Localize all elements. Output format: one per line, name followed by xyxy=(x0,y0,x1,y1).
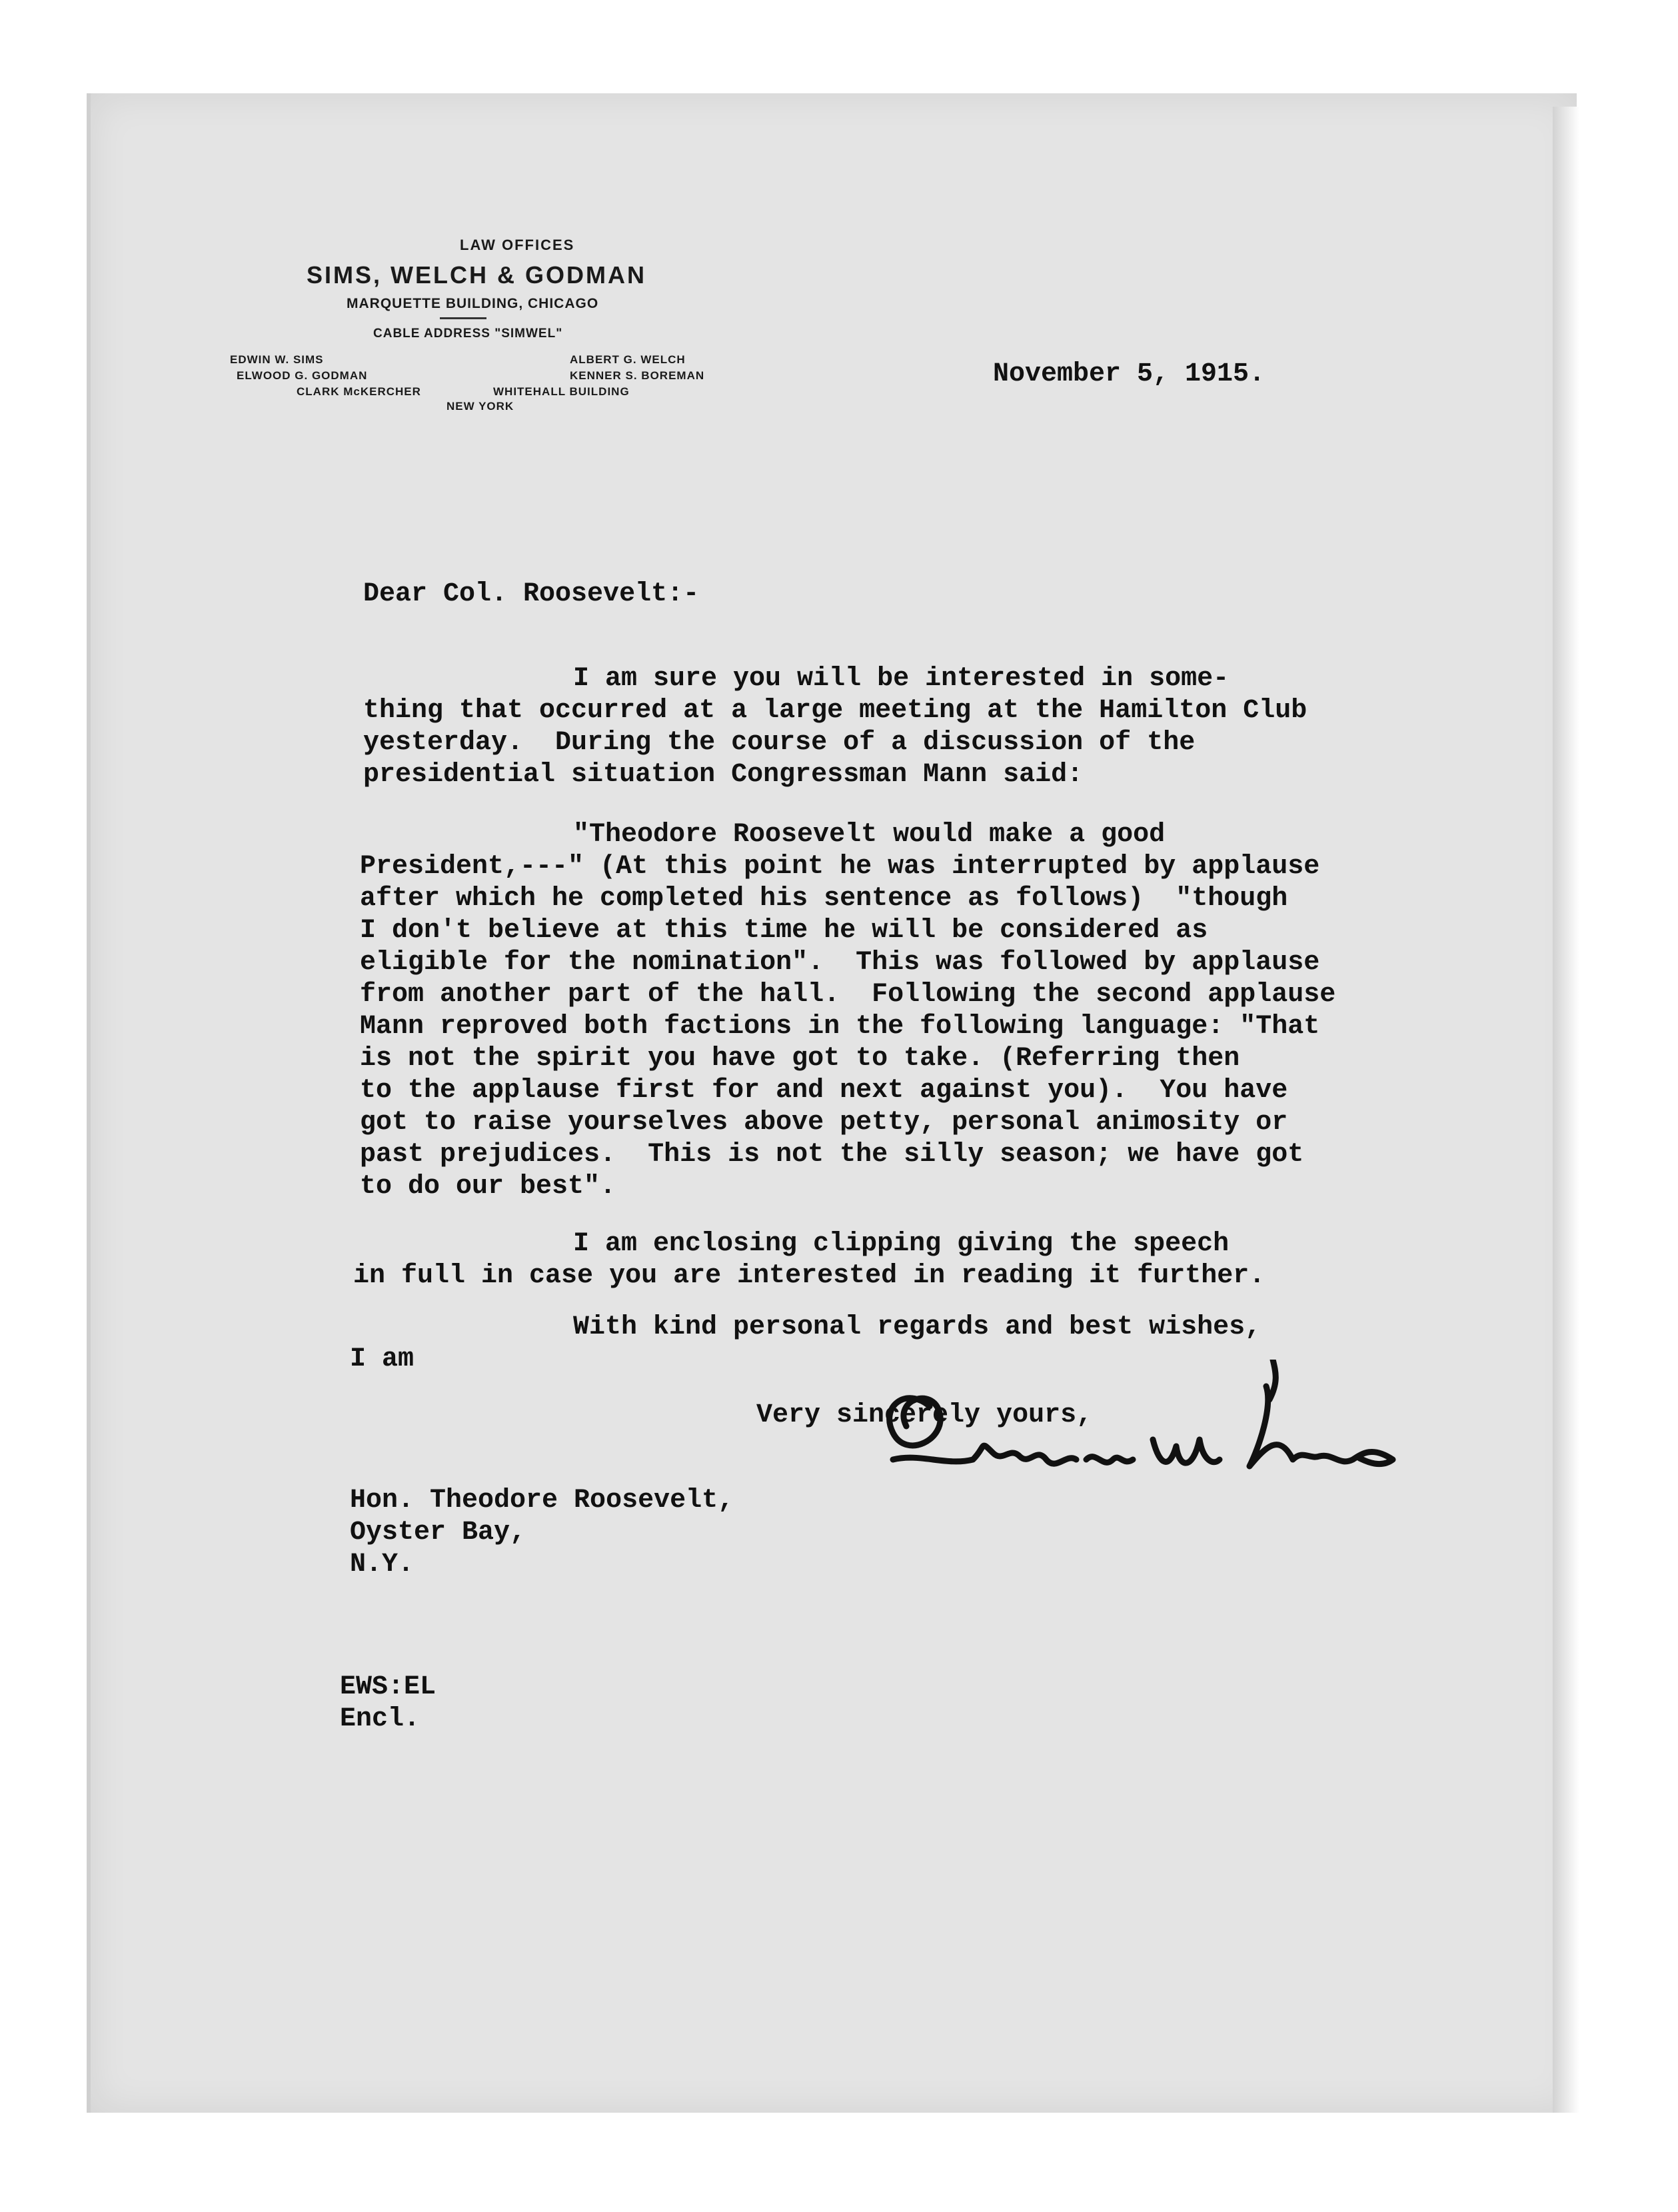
body-line: "Theodore Roosevelt would make a good xyxy=(573,820,1166,850)
reference-initials: EWS:EL xyxy=(340,1672,436,1702)
sheet-edge xyxy=(1553,107,1579,2113)
recipient-line: N.Y. xyxy=(350,1550,415,1580)
letterhead-partner: ELWOOD G. GODMAN xyxy=(237,369,368,382)
body-line: to the applause first for and next against you). You have xyxy=(360,1076,1288,1106)
letterhead-partner: EDWIN W. SIMS xyxy=(230,353,324,366)
letterhead-partner: ALBERT G. WELCH xyxy=(570,353,686,366)
salutation: Dear Col. Roosevelt:- xyxy=(363,579,700,609)
body-line: I don't believe at this time he will be considered as xyxy=(360,916,1208,946)
closing: Very sincerely yours, xyxy=(756,1400,1093,1430)
letterhead-rule xyxy=(440,317,486,319)
body-line: presidential situation Congressman Mann said: xyxy=(363,760,1084,790)
letterhead-partner: WHITEHALL BUILDING xyxy=(493,385,630,398)
body-line: is not the spirit you have got to take. (Referring then xyxy=(360,1044,1240,1074)
letterhead-address: MARQUETTE BUILDING, CHICAGO xyxy=(347,296,599,311)
body-line: I am xyxy=(350,1344,415,1374)
body-line: eligible for the nomination". This was followed by applause xyxy=(360,948,1320,978)
letterhead-cable: CABLE ADDRESS "SIMWEL" xyxy=(373,327,563,341)
body-line: in full in case you are interested in reading it further. xyxy=(353,1261,1265,1291)
recipient-line: Hon. Theodore Roosevelt, xyxy=(350,1486,734,1516)
signature-text: Edwin W. Sims xyxy=(866,1516,871,1517)
body-line: President,---" (At this point he was interrupted by applause xyxy=(360,852,1320,882)
letterhead-firm-name: SIMS, WELCH & GODMAN xyxy=(307,261,646,289)
body-line: from another part of the hall. Following the second applause xyxy=(360,980,1336,1010)
recipient-line: Oyster Bay, xyxy=(350,1518,526,1548)
letterhead-offices: LAW OFFICES xyxy=(460,237,575,253)
body-line: thing that occurred at a large meeting at the Hamilton Club xyxy=(363,696,1307,726)
letterhead-partner: KENNER S. BOREMAN xyxy=(570,369,705,382)
body-line: got to raise yourselves above petty, personal animosity or xyxy=(360,1108,1288,1138)
body-line: after which he completed his sentence as follows) "though xyxy=(360,884,1288,914)
signature xyxy=(866,1360,1413,1520)
body-line: I am sure you will be interested in some- xyxy=(573,664,1230,694)
letter-date: November 5, 1915. xyxy=(993,359,1265,389)
body-line: Mann reproved both factions in the following language: "That xyxy=(360,1012,1320,1042)
enclosure-note: Encl. xyxy=(340,1704,420,1734)
letterhead-partner: NEW YORK xyxy=(446,400,514,413)
body-line: With kind personal regards and best wishes, xyxy=(573,1312,1261,1342)
body-line: I am enclosing clipping giving the speech xyxy=(573,1229,1230,1259)
letterhead-partner: CLARK McKERCHER xyxy=(297,385,421,398)
body-line: yesterday. During the course of a discussion of the xyxy=(363,728,1196,758)
body-line: past prejudices. This is not the silly season; we have got xyxy=(360,1140,1304,1170)
body-line: to do our best". xyxy=(360,1172,616,1202)
